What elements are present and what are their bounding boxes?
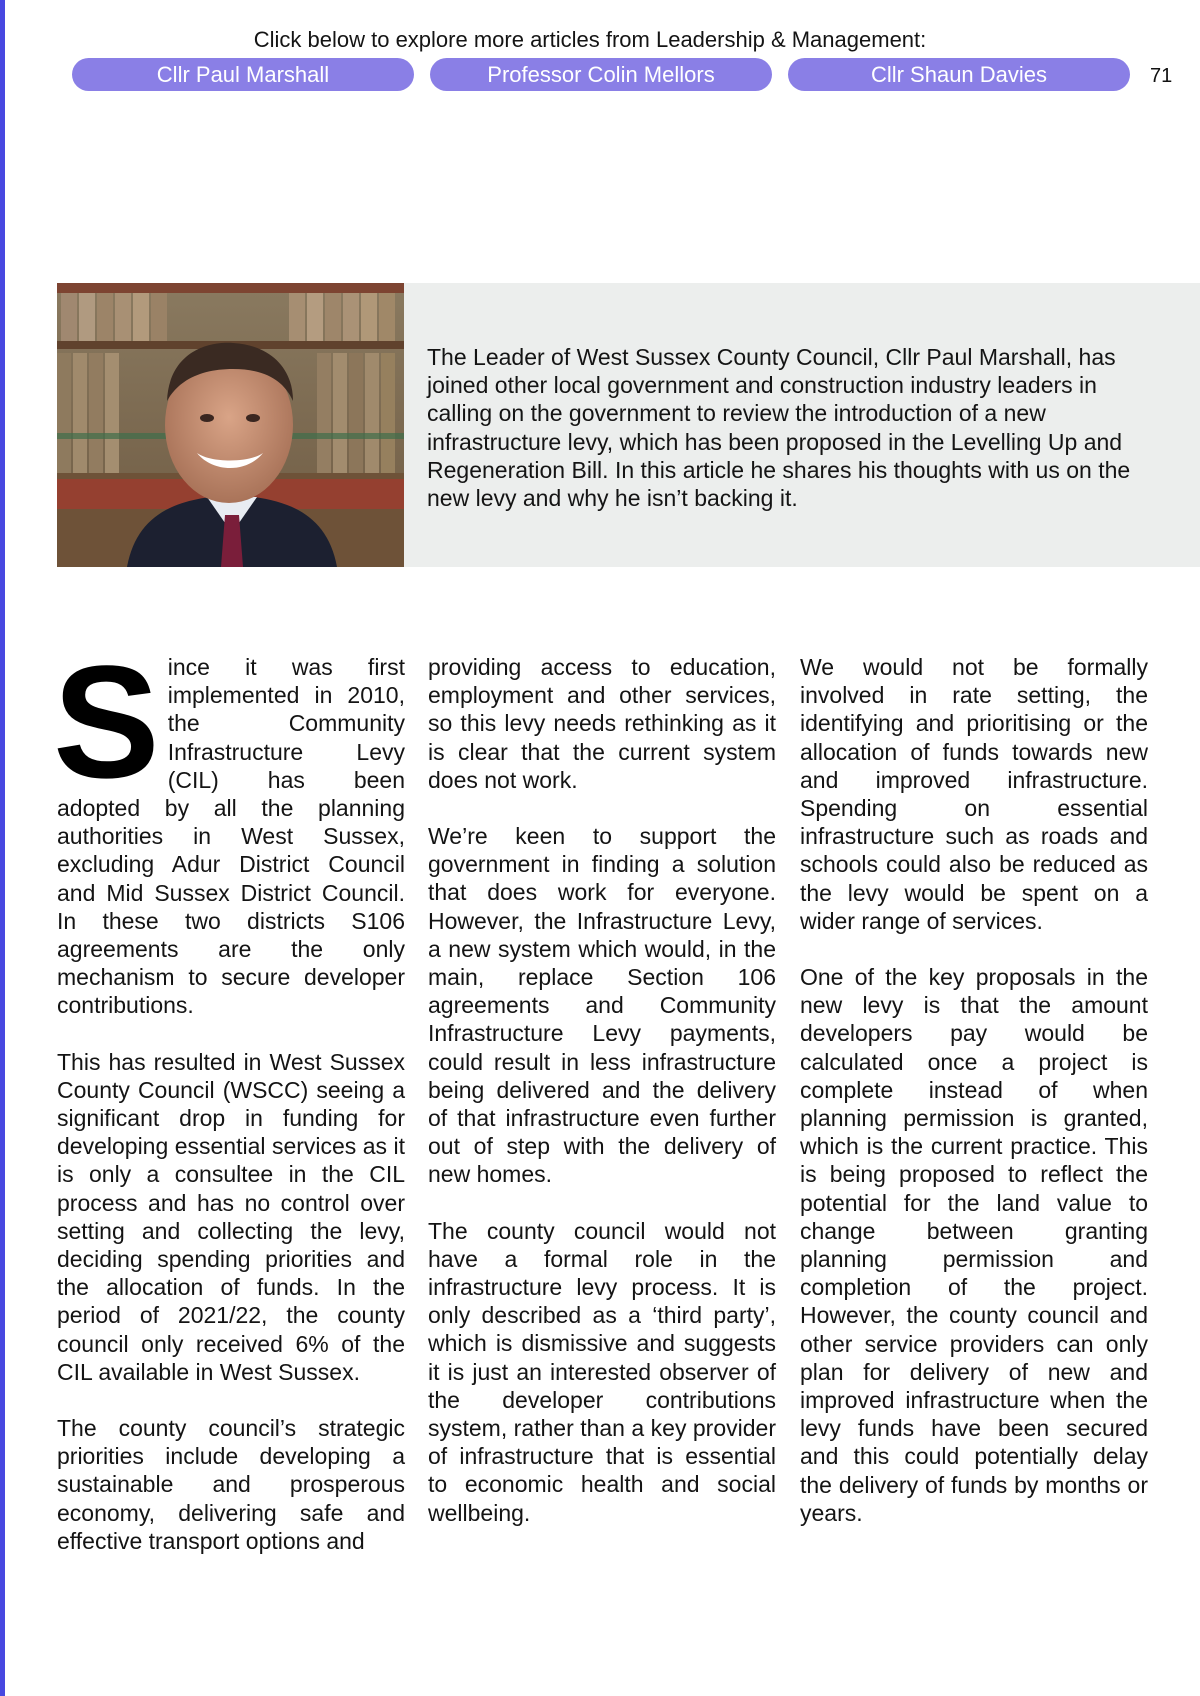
paragraph (53, 632, 405, 1020)
paragraph: This has resulted in West Sussex County Council (WSCC) seeing a significant drop in funding for developing essential services as it is only a consultee in the CIL process and has no control over setting and collecting the levy, deciding spending priorities and the allocation of funds. In the period of 2021/22, the county council only received 6% of the CIL available in West Sussex. (57, 1048, 405, 1385)
article-column-2 (428, 653, 776, 1555)
paragraph: We would not be formally involved in rate setting, the identifying and prioritising or the allocation of funds towards new and improved infrastructure. Spending on essential infrastructure such as roads and schools could also be reduced as the levy would be spent on a wider range of services. (800, 654, 1148, 934)
portrait-photo (57, 283, 404, 567)
article-link-shaun-davies[interactable]: Cllr Shaun Davies (788, 58, 1130, 91)
page-number: 71 (1150, 65, 1173, 87)
article-link-colin-mellors[interactable]: Professor Colin Mellors (430, 58, 772, 91)
paragraph: The county council would not have a formal role in the infrastructure levy process. It is only described as a ‘third party’, which is dismissive and suggests it is just an interested observer of the developer contributions system, rather than a key provider of infrastructure that is essential to economic health and social wellbeing. (428, 1217, 776, 1526)
article-column-1 (53, 632, 405, 1583)
standfirst-text: The Leader of West Sussex County Council, Cllr Paul Marshall, has joined other local government and construction industry leaders in calling on the government to review the introduction of a new infrastructure levy, which has been proposed in the Levelling Up and Regeneration Bill. In this article he shares his thoughts with us on the new levy and why he isn’t backing it. (427, 344, 1131, 512)
article-column-3 (800, 653, 1148, 1555)
accent-edge-bar (0, 0, 5, 1696)
paragraph: We’re keen to support the government in finding a solution that does work for everyone. However, the Infrastructure Levy, a new system which would, in the main, replace Section 106 agreements and Community Infrastructure Levy payments, could result in less infrastructure being delivered and the delivery of that infrastructure even further out of step with the delivery of new homes. (428, 823, 776, 1188)
portrait-photo-icon (57, 283, 404, 567)
nav-intro-text: Click below to explore more articles from Leadership & Management: (253, 27, 927, 52)
paragraph: The county council’s strategic priorities include developing a sustainable and prosperous economy, delivering safe and effective transport options and (57, 1415, 405, 1554)
paragraph: One of the key proposals in the new levy is that the amount developers pay would be calculated once a project is complete instead of when planning permission is granted, which is the current practice. This is being proposed to reflect the potential for the land value to change between granting planning permission and completion of the project. However, the county council and other service providers can only plan for delivery of new and improved infrastructure when the levy funds have been secured and this could potentially delay the delivery of funds by months or years. (800, 964, 1148, 1526)
intro-panel (57, 283, 1200, 567)
paragraph: providing access to education, employment and other services, so this levy needs rethinking as it is clear that the current system does not work. (428, 654, 776, 793)
paragraph-text: ince it was first implemented in 2010, the Community Infrastructure Levy (CIL) has been adopted by all the planning authorities in West Sussex, excluding Adur District Council and Mid Sussex District Council. In these two districts S106 agreements are the only mechanism to secure developer contributions. (57, 654, 405, 1019)
article-link-paul-marshall[interactable]: Cllr Paul Marshall (72, 58, 414, 91)
related-articles-nav (72, 58, 1132, 92)
drop-cap: S (53, 632, 160, 811)
